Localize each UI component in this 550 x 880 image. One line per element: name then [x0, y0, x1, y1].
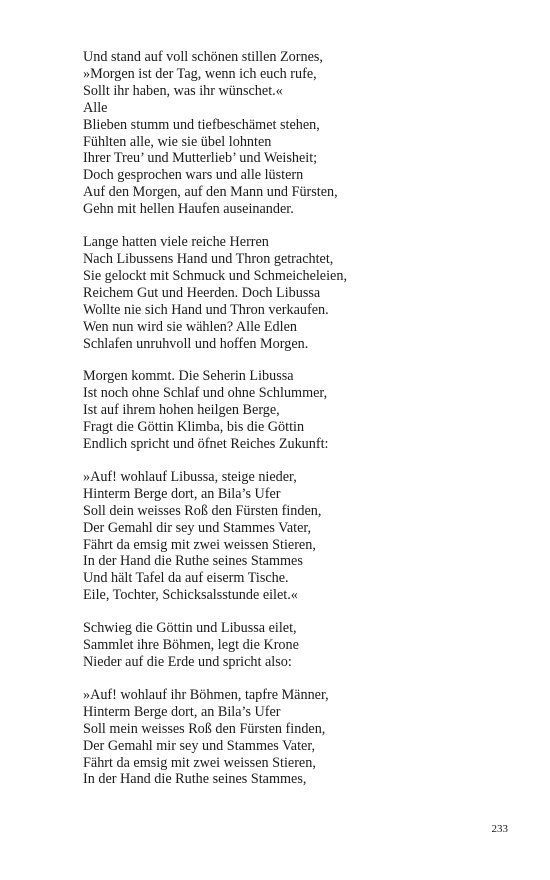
stanza [83, 49, 503, 218]
verse-line: Ihrer Treu’ und Mutterlieb’ und Weisheit; [83, 150, 318, 167]
verse-line: Eile, Tochter, Schicksalsstunde eilet.« [83, 587, 298, 604]
verse-line: Alle [83, 99, 108, 116]
verse-line: Ist auf ihrem hohen heilgen Berge, [83, 402, 280, 419]
verse-line: Soll dein weisses Roß den Fürsten finden, [83, 502, 322, 519]
verse-line: Fühlten alle, wie sie übel lohnten [83, 133, 272, 150]
verse-line: Der Gemahl dir sey und Stammes Vater, [83, 519, 312, 536]
verse-line: Doch gesprochen wars und alle lüstern [83, 167, 304, 184]
stanza [83, 368, 503, 453]
verse-line: Und hält Tafel da auf eiserm Tische. [83, 570, 289, 587]
verse-line: Soll mein weisses Roß den Fürsten finden, [83, 720, 326, 737]
verse-line: »Auf! wohlauf Libussa, steige nieder, [83, 468, 297, 485]
stanza [83, 234, 503, 352]
verse-line: Fährt da emsig mit zwei weissen Stieren, [83, 754, 316, 771]
verse-line: Wollte nie sich Hand und Thron verkaufen. [83, 301, 329, 318]
verse-line: Sie gelockt mit Schmuck und Schmeicheleien, [83, 267, 347, 284]
verse-line: Nach Libussens Hand und Thron getrachtet, [83, 250, 334, 267]
page-number: 233 [491, 823, 508, 835]
stanza [83, 687, 503, 788]
verse-line: Morgen kommt. Die Seherin Libussa [83, 368, 294, 385]
verse-line: Endlich spricht und öfnet Reiches Zukunft: [83, 436, 329, 453]
verse-line: In der Hand die Ruthe seines Stammes [83, 553, 303, 570]
stanza [83, 620, 503, 671]
verse-line: »Morgen ist der Tag, wenn ich euch rufe, [83, 65, 317, 82]
verse-line: Hinterm Berge dort, an Bila’s Ufer [83, 485, 281, 502]
poem-text [83, 49, 503, 804]
verse-line: »Auf! wohlauf ihr Böhmen, tapfre Männer, [83, 686, 329, 703]
verse-line: Wen nun wird sie wählen? Alle Edlen [83, 318, 297, 335]
verse-line: Lange hatten viele reiche Herren [83, 234, 269, 251]
verse-line: Schlafen unruhvoll und hoffen Morgen. [83, 335, 309, 352]
verse-line: Hinterm Berge dort, an Bila’s Ufer [83, 703, 281, 720]
verse-line: Und stand auf voll schönen stillen Zornes, [83, 49, 323, 65]
verse-line: Schwieg die Göttin und Libussa eilet, [83, 620, 297, 637]
verse-line: Auf den Morgen, auf den Mann und Fürsten, [83, 184, 338, 201]
verse-line: Sammlet ihre Böhmen, legt die Krone [83, 637, 299, 654]
stanza [83, 469, 503, 604]
verse-line: Nieder auf die Erde und spricht also: [83, 654, 292, 670]
verse-line: Der Gemahl mir sey und Stammes Vater, [83, 737, 316, 754]
verse-line: Sollt ihr haben, was ihr wünschet.« [83, 82, 283, 99]
verse-line: In der Hand die Ruthe seines Stammes, [83, 771, 307, 788]
verse-line: Reichem Gut und Heerden. Doch Libussa [83, 284, 321, 301]
verse-line: Fährt da emsig mit zwei weissen Stieren, [83, 536, 316, 553]
verse-line: Gehn mit hellen Haufen auseinander. [83, 201, 294, 218]
verse-line: Ist noch ohne Schlaf und ohne Schlummer, [83, 385, 328, 402]
verse-line: Fragt die Göttin Klimba, bis die Göttin [83, 419, 305, 436]
verse-line: Blieben stumm und tiefbeschämet stehen, [83, 116, 320, 133]
